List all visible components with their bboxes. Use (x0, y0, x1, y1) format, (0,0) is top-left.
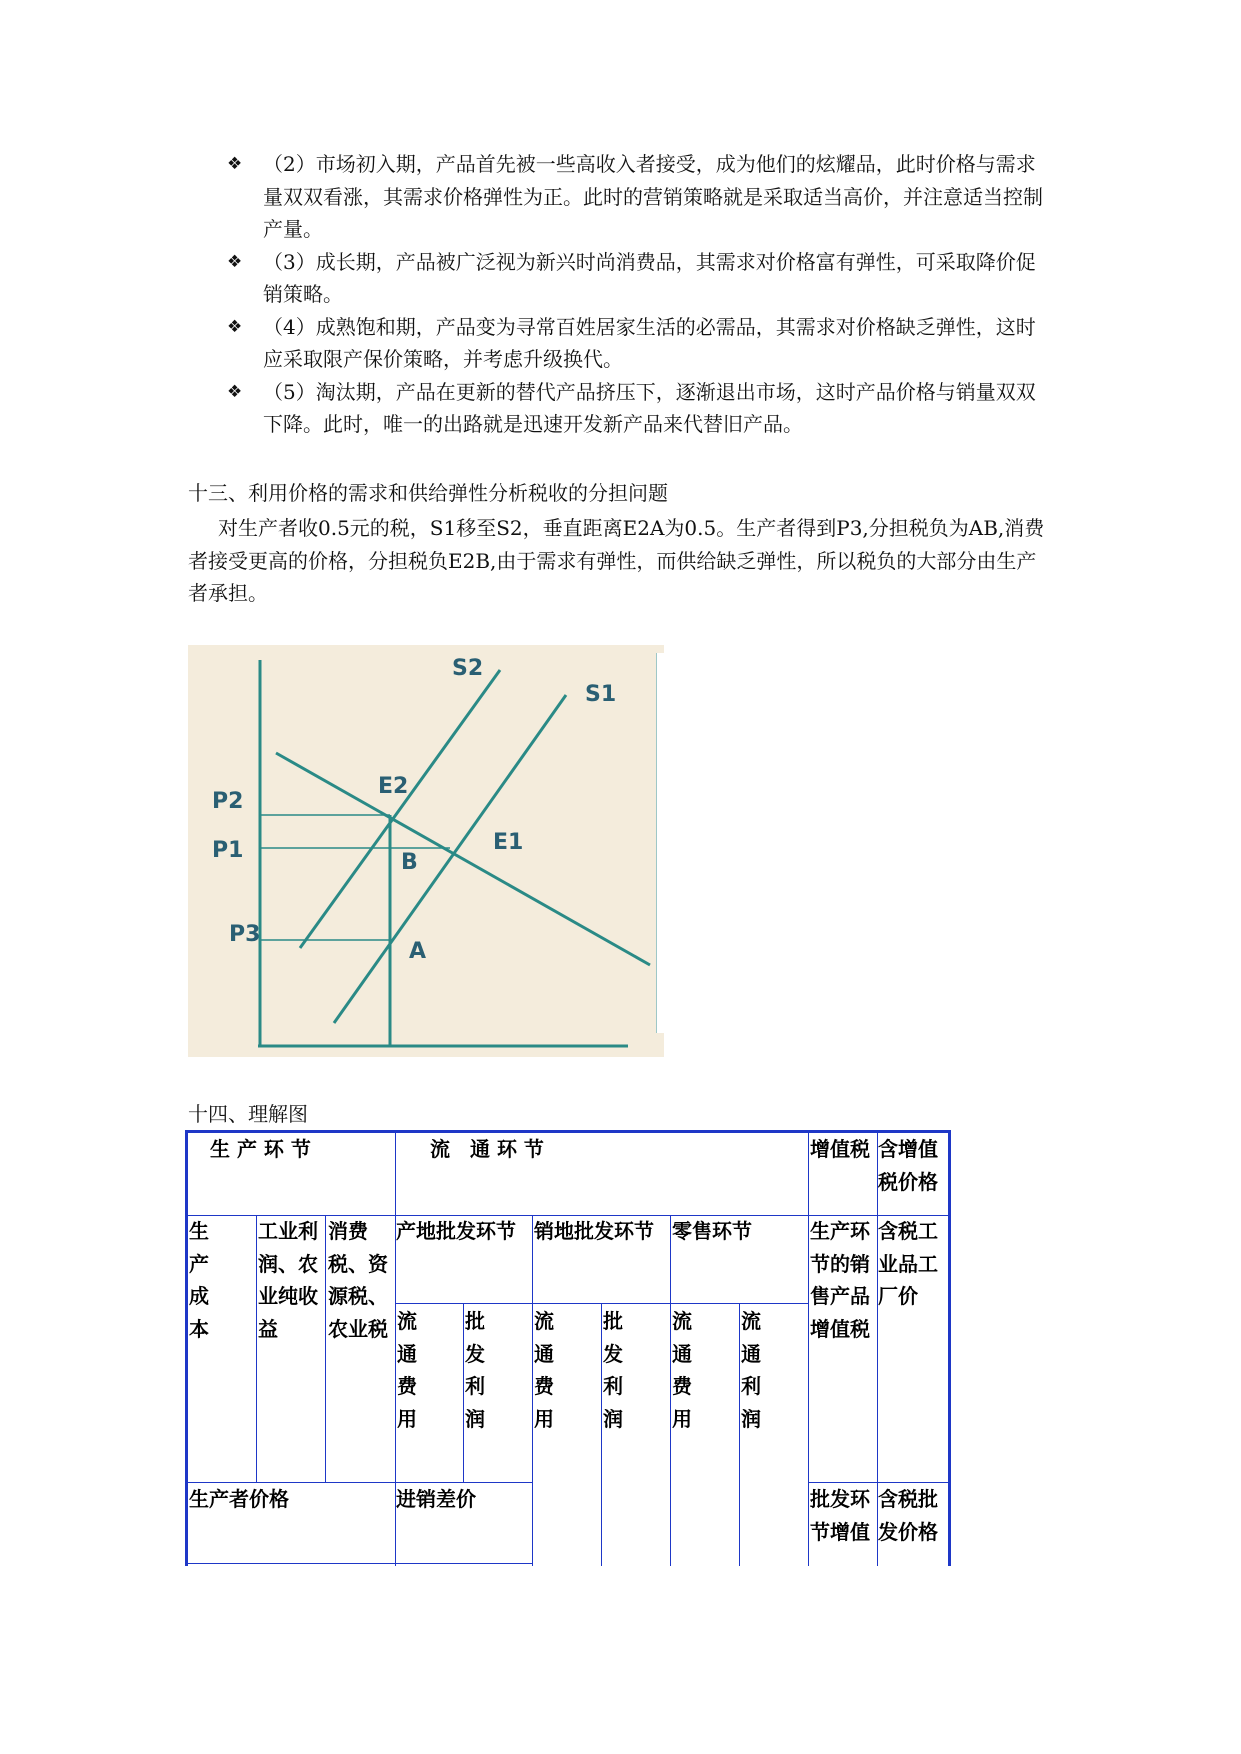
cell-production-vat: 生产环节的销售产品增值税 (810, 1219, 870, 1341)
grid-line (256, 1215, 257, 1482)
cell-wholesale-price-with-tax: 含税批发价格 (878, 1487, 938, 1544)
demand-curve (276, 753, 650, 965)
s1-label: S1 (585, 682, 617, 707)
grid-line (532, 1215, 533, 1566)
cell-production-cost: 生产成本 (189, 1219, 209, 1341)
grid-line (325, 1215, 326, 1482)
grid-line (188, 1563, 532, 1564)
cell-markup: 进销差价 (396, 1487, 476, 1511)
a-label: A (409, 939, 427, 964)
cell-wholesale-profit: 批发利润 (603, 1309, 623, 1431)
diamond-bullet-icon: ❖ (227, 381, 243, 402)
cell-circulation-profit: 流通利润 (741, 1309, 761, 1431)
list-item-text: （4）成熟饱和期，产品变为寻常百姓居家生活的必需品，其需求对价格缺乏弹性，这时应采取限产保价策略，并考虑升级换代。 (263, 314, 1036, 371)
cell-sales-wholesale: 销地批发环节 (534, 1219, 654, 1243)
grid-line (670, 1215, 671, 1566)
cell-wholesale-vat: 批发环节增值 (810, 1487, 870, 1544)
diamond-bullet-icon: ❖ (227, 316, 243, 337)
cell-factory-price: 含税工业品工厂价 (878, 1219, 938, 1308)
p3-label: P3 (229, 922, 261, 947)
grid-line (395, 1303, 808, 1304)
cell-circulation-cost: 流通费用 (397, 1309, 417, 1431)
list-item (225, 376, 1055, 441)
header-circulation-stage: 流 通 环 节 (430, 1137, 544, 1161)
s2-label: S2 (452, 656, 484, 681)
lifecycle-list (225, 148, 1055, 441)
section-13-heading: 十三、利用价格的需求和供给弹性分析税收的分担问题 (188, 481, 668, 505)
list-item (225, 311, 1055, 376)
header-production-stage: 生 产 环 节 (210, 1137, 311, 1161)
cell-producer-price: 生产者价格 (189, 1487, 289, 1511)
list-item-text: （3）成长期，产品被广泛视为新兴时尚消费品，其需求对价格富有弹性，可采取降价促销策略。 (263, 249, 1036, 306)
header-price-with-vat: 含增值税价格 (878, 1137, 938, 1194)
cell-consumption-tax: 消费税、资源税、农业税 (328, 1219, 388, 1341)
diamond-bullet-icon: ❖ (227, 154, 243, 174)
e1-label: E1 (493, 830, 524, 855)
header-vat: 增值税 (810, 1137, 870, 1161)
section-13-paragraph: 对生产者收0.5元的税，S1移至S2，垂直距离E2A为0.5。生产者得到P3,分担税负为AB,消费者接受更高的价格，分担税负E2B,由于需求有弹性，而供给缺乏弹性，所以税负的大部分由生产者承担。 (188, 516, 1045, 605)
cell-industrial-profit: 工业利润、农业纯收益 (258, 1219, 318, 1341)
supply-curve-s2 (300, 670, 500, 948)
grid-line (601, 1303, 602, 1566)
cell-origin-wholesale: 产地批发环节 (396, 1219, 516, 1243)
grid-line (463, 1303, 464, 1482)
price-composition-table (185, 1130, 951, 1566)
e2-label: E2 (378, 774, 409, 799)
diamond-bullet-icon: ❖ (227, 251, 243, 272)
grid-line (739, 1303, 740, 1566)
b-label: B (401, 850, 418, 875)
supply-curve-s1 (334, 695, 566, 1023)
cell-circulation-cost: 流通费用 (672, 1309, 692, 1431)
cell-wholesale-profit: 批发利润 (465, 1309, 485, 1431)
cell-circulation-cost: 流通费用 (534, 1309, 554, 1431)
list-item (225, 246, 1055, 311)
cell-retail: 零售环节 (672, 1219, 752, 1243)
p2-label: P2 (212, 789, 244, 814)
diagram-svg (188, 645, 664, 1057)
tax-incidence-diagram (188, 645, 664, 1057)
list-item-text: （5）淘汰期，产品在更新的替代产品挤压下，逐渐退出市场，这时产品价格与销量双双下降。此时，唯一的出路就是迅速开发新产品来代替旧产品。 (263, 379, 1036, 436)
section-14-heading: 十四、理解图 (188, 1102, 308, 1126)
list-item-text: （2）市场初入期，产品首先被一些高收入者接受，成为他们的炫耀品，此时价格与需求量双双看涨，其需求价格弹性为正。此时的营销策略就是采取适当高价，并注意适当控制产量。 (263, 152, 1043, 241)
list-item (225, 148, 1055, 246)
p1-label: P1 (212, 838, 244, 863)
grid-line (808, 1133, 809, 1566)
